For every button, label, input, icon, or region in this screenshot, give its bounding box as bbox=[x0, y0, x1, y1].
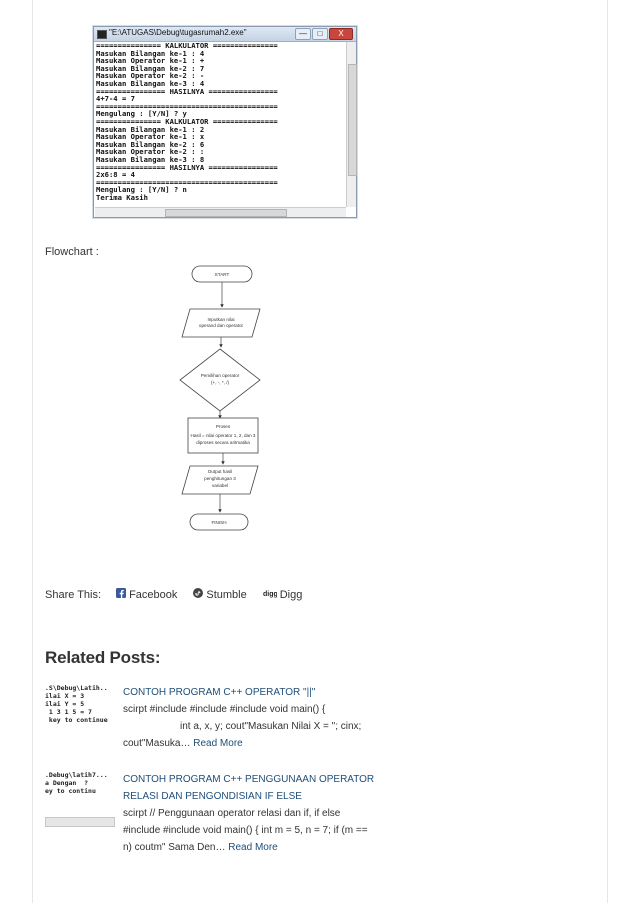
flow-output-text-2: penghitungan 3 bbox=[204, 476, 236, 481]
thumb-text: ilai Y = 5 bbox=[45, 700, 85, 708]
post-title-link-line2[interactable]: RELASI DAN PENGONDISIAN IF ELSE bbox=[123, 791, 302, 802]
thumb-text: .S\Debug\Latih.. bbox=[45, 684, 108, 692]
flow-finish-text: FINISH bbox=[211, 520, 227, 525]
console-app-icon bbox=[97, 30, 107, 39]
flow-input-text-2: operand dan operator bbox=[198, 323, 244, 328]
scroll-thumb[interactable] bbox=[165, 209, 287, 217]
console-line: Masukan Bilangan ke-2 : 6 bbox=[96, 139, 205, 149]
flow-process-text-1: Hasil = nilai operator 1, 2, dan 3 bbox=[190, 433, 256, 438]
console-line: Masukan Operator ke-2 : - bbox=[96, 71, 205, 81]
console-line: =============== KALKULATOR =============== bbox=[96, 116, 278, 126]
post-excerpt-line: n) coutm" Sama Den… bbox=[123, 842, 226, 853]
post-excerpt-line: #include #include void main() { int m = 5, n = 7; if (m == bbox=[123, 825, 368, 836]
post-title-link[interactable]: CONTOH PROGRAM C++ PENGGUNAAN OPERATOR bbox=[123, 774, 375, 785]
share-stumble-label: Stumble bbox=[206, 588, 247, 601]
console-line: ========================================== bbox=[96, 177, 278, 187]
post-thumbnail[interactable] bbox=[45, 684, 115, 742]
share-facebook-label: Facebook bbox=[129, 588, 178, 601]
flowchart-label: Flowchart : bbox=[45, 246, 99, 258]
related-posts-heading: Related Posts: bbox=[45, 648, 161, 667]
close-button[interactable]: X bbox=[329, 28, 353, 40]
flow-output-text-1: Output hasil bbox=[207, 469, 233, 474]
flow-process-text-2: diproses secara aritmatika bbox=[196, 440, 250, 445]
flow-input-text-1: Inputkan nilai bbox=[207, 317, 235, 322]
thumb-text: .Debug\latih7... bbox=[45, 771, 108, 779]
flow-process-title: Proses bbox=[215, 424, 231, 429]
flow-start-text: START bbox=[214, 272, 230, 277]
console-line: Mengulang : [Y/N] ? n bbox=[96, 185, 187, 195]
digg-icon bbox=[263, 589, 277, 601]
console-line: Masukan Bilangan ke-3 : 8 bbox=[96, 154, 205, 164]
stumbleupon-icon bbox=[193, 588, 203, 601]
post-thumbnail[interactable] bbox=[45, 771, 115, 829]
console-line: ================ HASILNYA ================ bbox=[96, 162, 278, 172]
flow-decision-text-2: (+, -, *, /) bbox=[211, 380, 229, 385]
console-screenshot bbox=[93, 26, 357, 218]
post-title-link[interactable]: CONTOH PROGRAM C++ OPERATOR "||" bbox=[123, 687, 316, 698]
console-line: Masukan Bilangan ke-2 : 7 bbox=[96, 63, 205, 73]
thumb-text: ilai X = 3 bbox=[45, 692, 85, 700]
console-line: =============== KALKULATOR =============== bbox=[96, 42, 278, 50]
flow-decision-text-1: Pemilihan operator bbox=[200, 373, 240, 378]
console-line: Terima Kasih bbox=[96, 192, 148, 202]
console-line: 2x6:8 = 4 bbox=[96, 170, 135, 180]
share-digg-label: Digg bbox=[279, 588, 303, 601]
console-output bbox=[95, 42, 346, 207]
console-line: Masukan Bilangan ke-3 : 4 bbox=[96, 78, 205, 88]
flow-output-text-3: variabel bbox=[211, 483, 229, 488]
thumb-text: ey to continu bbox=[45, 787, 96, 795]
post-excerpt-line: cout"Masuka… bbox=[123, 738, 191, 749]
thumb-scrollbar bbox=[45, 817, 115, 827]
thumb-text: a Dengan ? bbox=[45, 779, 89, 787]
minimize-button[interactable]: — bbox=[295, 28, 311, 40]
console-line: ================ HASILNYA ================ bbox=[96, 86, 278, 96]
console-title: "E:\ATUGAS\Debug\tugasrumah2.exe" bbox=[109, 28, 247, 37]
post-excerpt-line: scirpt #include #include #include void main() { bbox=[123, 704, 326, 715]
post-excerpt-line: int a, x, y; cout"Masukan Nilai X = "; cinx; bbox=[180, 721, 362, 732]
maximize-button[interactable]: □ bbox=[312, 28, 328, 40]
read-more-link[interactable]: Read More bbox=[193, 738, 243, 749]
related-post bbox=[45, 684, 405, 754]
share-facebook-link[interactable] bbox=[116, 588, 177, 601]
share-stumble-link[interactable] bbox=[193, 588, 246, 601]
console-line: 4+7-4 = 7 bbox=[96, 94, 135, 104]
svg-text:digg: digg bbox=[262, 590, 277, 598]
share-digg-link[interactable] bbox=[263, 589, 303, 601]
console-line: Mengulang : [Y/N] ? y bbox=[96, 109, 187, 119]
console-line: Masukan Operator ke-1 : x bbox=[96, 132, 205, 142]
console-titlebar bbox=[94, 27, 356, 42]
read-more-link[interactable]: Read More bbox=[228, 842, 278, 853]
scroll-thumb[interactable] bbox=[348, 64, 357, 176]
share-label: Share This: bbox=[45, 588, 102, 601]
facebook-icon bbox=[116, 588, 126, 601]
console-line: ========================================== bbox=[96, 101, 278, 111]
flowchart bbox=[150, 258, 290, 558]
share-bar bbox=[45, 588, 318, 601]
thumb-text: key to continue bbox=[45, 716, 108, 724]
console-line: Masukan Operator ke-2 : : bbox=[96, 147, 205, 157]
horizontal-scrollbar[interactable] bbox=[95, 207, 346, 217]
console-line: Masukan Bilangan ke-1 : 4 bbox=[96, 48, 205, 58]
thumb-text: 1 3 1 5 = 7 bbox=[45, 708, 92, 716]
related-post bbox=[45, 771, 405, 851]
console-line: Masukan Bilangan ke-1 : 2 bbox=[96, 124, 205, 134]
post-excerpt-line: scirpt // Penggunaan operator relasi dan if, if else bbox=[123, 808, 341, 819]
vertical-scrollbar[interactable] bbox=[346, 42, 356, 207]
console-line: Masukan Operator ke-1 : + bbox=[96, 56, 205, 66]
